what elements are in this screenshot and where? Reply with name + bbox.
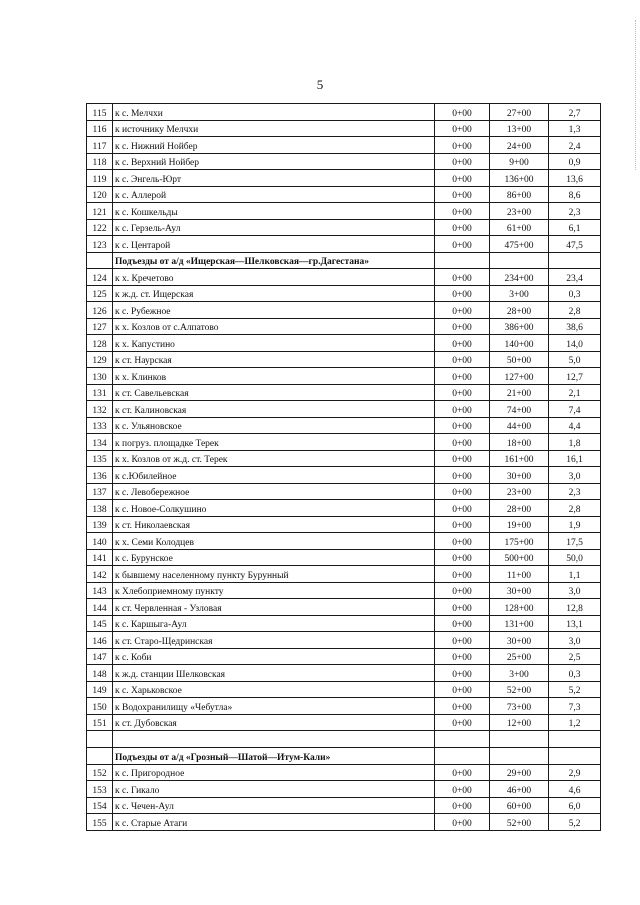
road-name: к погруз. площадке Терек xyxy=(113,434,435,451)
length-km: 1,8 xyxy=(549,434,601,451)
end-km: 46+00 xyxy=(490,781,549,798)
end-km: 9+00 xyxy=(490,153,549,170)
end-km: 3+00 xyxy=(490,665,549,682)
length-km: 5,0 xyxy=(549,351,601,368)
start-km: 0+00 xyxy=(435,665,490,682)
end-km: 30+00 xyxy=(490,467,549,484)
length-km: 12,8 xyxy=(549,599,601,616)
table-row xyxy=(87,236,601,253)
row-number: 121 xyxy=(87,203,113,220)
end-km: 30+00 xyxy=(490,632,549,649)
end-km: 28+00 xyxy=(490,302,549,319)
length-km: 17,5 xyxy=(549,533,601,550)
road-name: к с. Ульяновское xyxy=(113,417,435,434)
end-km: 50+00 xyxy=(490,351,549,368)
end-km: 18+00 xyxy=(490,434,549,451)
table-row xyxy=(87,203,601,220)
start-km: 0+00 xyxy=(435,351,490,368)
start-km: 0+00 xyxy=(435,153,490,170)
length-km: 2,8 xyxy=(549,500,601,517)
table-row xyxy=(87,566,601,583)
length-km: 0,3 xyxy=(549,285,601,302)
road-name: к с.Юбилейное xyxy=(113,467,435,484)
length-km: 6,0 xyxy=(549,797,601,814)
end-km: 475+00 xyxy=(490,236,549,253)
row-number: 120 xyxy=(87,186,113,203)
table-row xyxy=(87,351,601,368)
end-km: 19+00 xyxy=(490,516,549,533)
length-km: 50,0 xyxy=(549,549,601,566)
end-km: 128+00 xyxy=(490,599,549,616)
start-km: 0+00 xyxy=(435,417,490,434)
road-name xyxy=(113,731,435,748)
road-name: к ст. Наурская xyxy=(113,351,435,368)
end-km: 11+00 xyxy=(490,566,549,583)
road-name: к ст. Николаевская xyxy=(113,516,435,533)
road-name: к с. Аллерой xyxy=(113,186,435,203)
road-name: к с. Энгель-Юрт xyxy=(113,170,435,187)
table-row xyxy=(87,665,601,682)
start-km: 0+00 xyxy=(435,714,490,731)
end-km: 73+00 xyxy=(490,698,549,715)
start-km xyxy=(435,731,490,748)
end-km xyxy=(490,252,549,269)
row-number: 135 xyxy=(87,450,113,467)
table-row xyxy=(87,401,601,418)
end-km: 161+00 xyxy=(490,450,549,467)
table-row xyxy=(87,269,601,286)
start-km: 0+00 xyxy=(435,467,490,484)
length-km: 8,6 xyxy=(549,186,601,203)
road-name: к с. Харьковское xyxy=(113,681,435,698)
row-number: 126 xyxy=(87,302,113,319)
length-km: 6,1 xyxy=(549,219,601,236)
length-km: 2,3 xyxy=(549,483,601,500)
road-name: к ст. Старо-Щедринская xyxy=(113,632,435,649)
row-number: 143 xyxy=(87,582,113,599)
road-name: к с. Коби xyxy=(113,648,435,665)
row-number xyxy=(87,731,113,748)
start-km: 0+00 xyxy=(435,615,490,632)
end-km: 13+00 xyxy=(490,120,549,137)
length-km: 1,3 xyxy=(549,120,601,137)
start-km: 0+00 xyxy=(435,516,490,533)
row-number xyxy=(87,748,113,765)
length-km: 2,3 xyxy=(549,203,601,220)
end-km: 52+00 xyxy=(490,814,549,831)
row-number: 150 xyxy=(87,698,113,715)
table-row xyxy=(87,417,601,434)
start-km: 0+00 xyxy=(435,500,490,517)
page-number: 5 xyxy=(316,77,324,92)
length-km xyxy=(549,731,601,748)
road-name: к бывшему населенному пункту Бурунный xyxy=(113,566,435,583)
row-number: 147 xyxy=(87,648,113,665)
table-row xyxy=(87,467,601,484)
table-row xyxy=(87,714,601,731)
length-km: 2,4 xyxy=(549,137,601,154)
row-number: 138 xyxy=(87,500,113,517)
row-number: 151 xyxy=(87,714,113,731)
length-km: 13,6 xyxy=(549,170,601,187)
end-km: 29+00 xyxy=(490,764,549,781)
road-name: к х. Кречетово xyxy=(113,269,435,286)
start-km: 0+00 xyxy=(435,219,490,236)
table-row xyxy=(87,153,601,170)
table-row xyxy=(87,500,601,517)
end-km: 60+00 xyxy=(490,797,549,814)
length-km: 2,5 xyxy=(549,648,601,665)
road-name: к с. Нижний Нойбер xyxy=(113,137,435,154)
start-km: 0+00 xyxy=(435,335,490,352)
length-km: 5,2 xyxy=(549,681,601,698)
row-number: 125 xyxy=(87,285,113,302)
start-km: 0+00 xyxy=(435,483,490,500)
row-number: 128 xyxy=(87,335,113,352)
table-row xyxy=(87,797,601,814)
table-row xyxy=(87,781,601,798)
end-km: 61+00 xyxy=(490,219,549,236)
length-km: 3,0 xyxy=(549,632,601,649)
road-name: к с. Мелчхи xyxy=(113,104,435,121)
end-km: 74+00 xyxy=(490,401,549,418)
length-km: 1,2 xyxy=(549,714,601,731)
end-km: 86+00 xyxy=(490,186,549,203)
table-row xyxy=(87,814,601,831)
row-number: 118 xyxy=(87,153,113,170)
row-number: 127 xyxy=(87,318,113,335)
road-name: к с. Новое-Солкушино xyxy=(113,500,435,517)
road-name: к с. Кошкельды xyxy=(113,203,435,220)
length-km: 3,0 xyxy=(549,582,601,599)
road-name: к Водохранилищу «Чебутла» xyxy=(113,698,435,715)
road-name: к х. Семи Колодцев xyxy=(113,533,435,550)
start-km: 0+00 xyxy=(435,764,490,781)
road-name: к с. Левобережное xyxy=(113,483,435,500)
start-km: 0+00 xyxy=(435,681,490,698)
road-name: к ж.д. ст. Ищерская xyxy=(113,285,435,302)
row-number: 134 xyxy=(87,434,113,451)
road-name: к ж.д. станции Шелковская xyxy=(113,665,435,682)
row-number: 140 xyxy=(87,533,113,550)
table-row xyxy=(87,335,601,352)
table-row xyxy=(87,368,601,385)
start-km: 0+00 xyxy=(435,814,490,831)
length-km: 1,9 xyxy=(549,516,601,533)
table-row xyxy=(87,483,601,500)
length-km: 14,0 xyxy=(549,335,601,352)
end-km: 136+00 xyxy=(490,170,549,187)
row-number: 132 xyxy=(87,401,113,418)
start-km: 0+00 xyxy=(435,236,490,253)
row-number: 116 xyxy=(87,120,113,137)
row-number: 129 xyxy=(87,351,113,368)
end-km: 386+00 xyxy=(490,318,549,335)
start-km: 0+00 xyxy=(435,384,490,401)
end-km: 25+00 xyxy=(490,648,549,665)
start-km: 0+00 xyxy=(435,269,490,286)
start-km: 0+00 xyxy=(435,434,490,451)
start-km: 0+00 xyxy=(435,698,490,715)
row-number: 142 xyxy=(87,566,113,583)
road-name: к ст. Калиновская xyxy=(113,401,435,418)
row-number: 124 xyxy=(87,269,113,286)
road-name: к с. Рубежное xyxy=(113,302,435,319)
length-km: 7,3 xyxy=(549,698,601,715)
road-name: к х. Козлов от с.Алпатово xyxy=(113,318,435,335)
end-km xyxy=(490,731,549,748)
table-row xyxy=(87,582,601,599)
length-km: 2,8 xyxy=(549,302,601,319)
length-km: 12,7 xyxy=(549,368,601,385)
end-km: 127+00 xyxy=(490,368,549,385)
row-number: 133 xyxy=(87,417,113,434)
row-number: 145 xyxy=(87,615,113,632)
end-km: 44+00 xyxy=(490,417,549,434)
start-km: 0+00 xyxy=(435,120,490,137)
table-row xyxy=(87,285,601,302)
row-number: 115 xyxy=(87,104,113,121)
road-name: к с. Чечен-Аул xyxy=(113,797,435,814)
length-km: 0,3 xyxy=(549,665,601,682)
road-name: к с. Бурунское xyxy=(113,549,435,566)
start-km: 0+00 xyxy=(435,170,490,187)
end-km: 3+00 xyxy=(490,285,549,302)
start-km xyxy=(435,252,490,269)
length-km: 1,1 xyxy=(549,566,601,583)
length-km: 5,2 xyxy=(549,814,601,831)
row-number: 117 xyxy=(87,137,113,154)
table-row xyxy=(87,302,601,319)
start-km: 0+00 xyxy=(435,797,490,814)
row-number: 154 xyxy=(87,797,113,814)
length-km: 16,1 xyxy=(549,450,601,467)
table-row xyxy=(87,219,601,236)
start-km: 0+00 xyxy=(435,549,490,566)
length-km: 2,1 xyxy=(549,384,601,401)
start-km: 0+00 xyxy=(435,582,490,599)
table-row xyxy=(87,681,601,698)
length-km: 4,6 xyxy=(549,781,601,798)
length-km: 47,5 xyxy=(549,236,601,253)
start-km: 0+00 xyxy=(435,285,490,302)
road-name: к с. Пригородное xyxy=(113,764,435,781)
road-name: к с. Старые Атаги xyxy=(113,814,435,831)
road-name: к с. Центарой xyxy=(113,236,435,253)
length-km: 38,6 xyxy=(549,318,601,335)
row-number: 148 xyxy=(87,665,113,682)
length-km: 4,4 xyxy=(549,417,601,434)
row-number: 153 xyxy=(87,781,113,798)
end-km: 30+00 xyxy=(490,582,549,599)
table-row xyxy=(87,632,601,649)
table-row xyxy=(87,186,601,203)
road-name: к х. Капустино xyxy=(113,335,435,352)
end-km: 23+00 xyxy=(490,483,549,500)
row-number xyxy=(87,252,113,269)
end-km: 500+00 xyxy=(490,549,549,566)
row-number: 137 xyxy=(87,483,113,500)
table-row xyxy=(87,549,601,566)
length-km: 2,9 xyxy=(549,764,601,781)
start-km: 0+00 xyxy=(435,781,490,798)
row-number: 146 xyxy=(87,632,113,649)
start-km: 0+00 xyxy=(435,648,490,665)
table-row xyxy=(87,599,601,616)
length-km: 7,4 xyxy=(549,401,601,418)
length-km: 0,9 xyxy=(549,153,601,170)
table-row xyxy=(87,384,601,401)
table-row xyxy=(87,648,601,665)
start-km xyxy=(435,748,490,765)
row-number: 119 xyxy=(87,170,113,187)
road-name: к ст. Дубовская xyxy=(113,714,435,731)
start-km: 0+00 xyxy=(435,450,490,467)
end-km: 175+00 xyxy=(490,533,549,550)
length-km: 2,7 xyxy=(549,104,601,121)
start-km: 0+00 xyxy=(435,566,490,583)
road-name: к с. Гикало xyxy=(113,781,435,798)
end-km: 23+00 xyxy=(490,203,549,220)
section-header-row xyxy=(87,252,601,269)
row-number: 141 xyxy=(87,549,113,566)
start-km: 0+00 xyxy=(435,137,490,154)
length-km: 13,1 xyxy=(549,615,601,632)
row-number: 149 xyxy=(87,681,113,698)
row-number: 130 xyxy=(87,368,113,385)
table-row xyxy=(87,104,601,121)
table-row xyxy=(87,516,601,533)
row-number: 139 xyxy=(87,516,113,533)
end-km: 12+00 xyxy=(490,714,549,731)
end-km: 28+00 xyxy=(490,500,549,517)
blank-row xyxy=(87,731,601,748)
end-km xyxy=(490,748,549,765)
end-km: 234+00 xyxy=(490,269,549,286)
scan-edge-marks xyxy=(629,20,636,170)
table-row xyxy=(87,137,601,154)
road-name: к источнику Мелчхи xyxy=(113,120,435,137)
end-km: 52+00 xyxy=(490,681,549,698)
section-title: Подъезды от а/д «Грозный—Шатой—Итум-Кали» xyxy=(113,748,435,765)
start-km: 0+00 xyxy=(435,186,490,203)
end-km: 24+00 xyxy=(490,137,549,154)
row-number: 152 xyxy=(87,764,113,781)
table-row xyxy=(87,434,601,451)
table-row xyxy=(87,698,601,715)
table-row xyxy=(87,318,601,335)
row-number: 123 xyxy=(87,236,113,253)
road-name: к х. Клинков xyxy=(113,368,435,385)
road-name: к с. Герзель-Аул xyxy=(113,219,435,236)
table-row xyxy=(87,170,601,187)
start-km: 0+00 xyxy=(435,533,490,550)
row-number: 136 xyxy=(87,467,113,484)
table-row xyxy=(87,533,601,550)
row-number: 144 xyxy=(87,599,113,616)
end-km: 131+00 xyxy=(490,615,549,632)
table-row xyxy=(87,450,601,467)
start-km: 0+00 xyxy=(435,318,490,335)
start-km: 0+00 xyxy=(435,368,490,385)
road-name: к ст. Червленная - Узловая xyxy=(113,599,435,616)
start-km: 0+00 xyxy=(435,632,490,649)
table-row xyxy=(87,615,601,632)
road-name: к с. Верхний Нойбер xyxy=(113,153,435,170)
road-name: к Хлебоприемному пункту xyxy=(113,582,435,599)
start-km: 0+00 xyxy=(435,104,490,121)
roads-table xyxy=(86,103,601,831)
table-row xyxy=(87,120,601,137)
row-number: 155 xyxy=(87,814,113,831)
end-km: 21+00 xyxy=(490,384,549,401)
length-km xyxy=(549,252,601,269)
start-km: 0+00 xyxy=(435,599,490,616)
roads-table-body xyxy=(87,104,601,831)
start-km: 0+00 xyxy=(435,401,490,418)
row-number: 131 xyxy=(87,384,113,401)
length-km: 23,4 xyxy=(549,269,601,286)
road-name: к с. Каршыга-Аул xyxy=(113,615,435,632)
end-km: 27+00 xyxy=(490,104,549,121)
road-name: к х. Козлов от ж.д. ст. Терек xyxy=(113,450,435,467)
row-number: 122 xyxy=(87,219,113,236)
length-km: 3,0 xyxy=(549,467,601,484)
length-km xyxy=(549,748,601,765)
start-km: 0+00 xyxy=(435,203,490,220)
end-km: 140+00 xyxy=(490,335,549,352)
start-km: 0+00 xyxy=(435,302,490,319)
road-name: к ст. Савельевская xyxy=(113,384,435,401)
table-row xyxy=(87,764,601,781)
section-title: Подъезды от а/д «Ищерская—Шелковская—гр.Дагестана» xyxy=(113,252,435,269)
section-header-row xyxy=(87,748,601,765)
